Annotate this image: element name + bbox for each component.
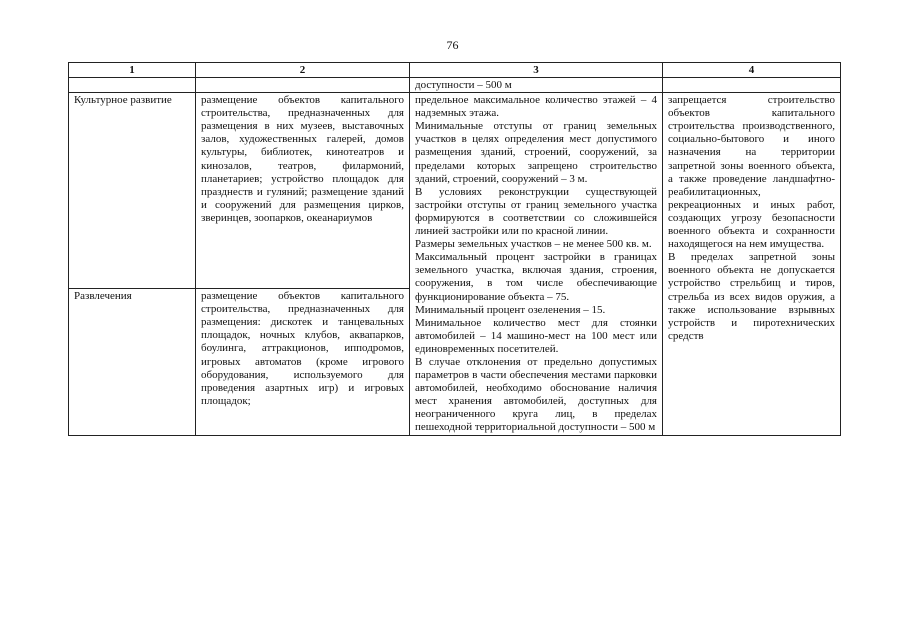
parameter-paragraph: В условиях реконструкции существующей застройки отступы от границ земельного участка формируются в соответствии со сложившейся линией застройки или по красной линии. xyxy=(415,185,657,238)
parameter-paragraph: Максимальный процент застройки в границах земельного участка, включая здания, строения, сооружения, в том числе обеспечивающие функционирование объекта – 75. xyxy=(415,251,657,303)
use-name-cell: Культурное развитие xyxy=(69,93,196,289)
parameter-paragraph: Минимальный процент озеленения – 15. xyxy=(415,303,606,316)
regulations-table xyxy=(68,62,841,436)
restriction-paragraph: В пределах запретной зоны военного объекта не допускается устройство стрельбищ и тиров, стрельба из всех видов оружия, а также использование взрывных устройств и пиротехнических средств xyxy=(668,251,835,342)
restrictions-cell xyxy=(663,93,841,435)
parameter-paragraph: Минимальные отступы от границ земельных участков в целях определения мест допустимого размещения зданий, строений, сооружений, за пределами которых запрещено строительство зданий, строений, сооружений – 3 м. xyxy=(415,120,657,185)
header-row xyxy=(69,63,841,78)
parameters-cell xyxy=(410,93,663,435)
continuation-cell-4 xyxy=(663,78,841,93)
parameter-paragraph: В случае отклонения от предельно допустимых параметров в части обеспечения местами парковки автомобилей, необходимо обоснование наличия мест хранения автомобилей, доступных для неограниченного круга лиц, в пределах пешеходной территориальной доступности – 500 м xyxy=(415,355,657,434)
column-header-4: 4 xyxy=(663,63,841,78)
column-header-3: 3 xyxy=(410,63,663,78)
continuation-row xyxy=(69,78,841,93)
table-row xyxy=(69,93,841,289)
use-description-cell: размещение объектов капитального строительства, предназначенных для размещения: дискотек и танцевальных площадок, ночных клубов, аквапарков, боулинга, аттракционов, ипподромов, игровых автоматов (кроме игрового оборудования, используемого для проведения азартных игр) и игровых площадок; xyxy=(196,289,410,435)
column-header-1: 1 xyxy=(69,63,196,78)
parameter-paragraph: Размеры земельных участков – не менее 500 кв. м. xyxy=(415,238,652,251)
use-description-cell: размещение объектов капитального строительства, предназначенных для размещения в них музеев, выставочных залов, художественных галерей, домов культуры, библиотек, кинотеатров и кинозалов, театров, филармоний, планетариев; устройство площадок для празднеств и гуляний; размещение зданий и сооружений для размещения цирков, зверинцев, зоопарков, океанариумов xyxy=(196,93,410,289)
use-name-cell: Развлечения xyxy=(69,289,196,435)
page-number: 76 xyxy=(446,38,459,52)
continuation-cell-2 xyxy=(196,78,410,93)
continuation-cell-1 xyxy=(69,78,196,93)
restriction-paragraph: запрещается строительство объектов капитального строительства производственного, социально-бытового и иного назначения на территории запретной зоны военного объекта, а также проведение ландшафтно-реабилитационных, рекреационных и иных работ, создающих угрозу безопасности военного объекта и сохранности находящегося на нем имущества. xyxy=(668,94,835,251)
column-header-2: 2 xyxy=(196,63,410,78)
continuation-cell-3: доступности – 500 м xyxy=(410,78,663,93)
parameter-paragraph: Минимальное количество мест для стоянки автомобилей – 14 машино-мест на 100 мест или единовременных посетителей. xyxy=(415,316,657,355)
parameter-paragraph: предельное максимальное количество этажей – 4 надземных этажа. xyxy=(415,94,657,120)
